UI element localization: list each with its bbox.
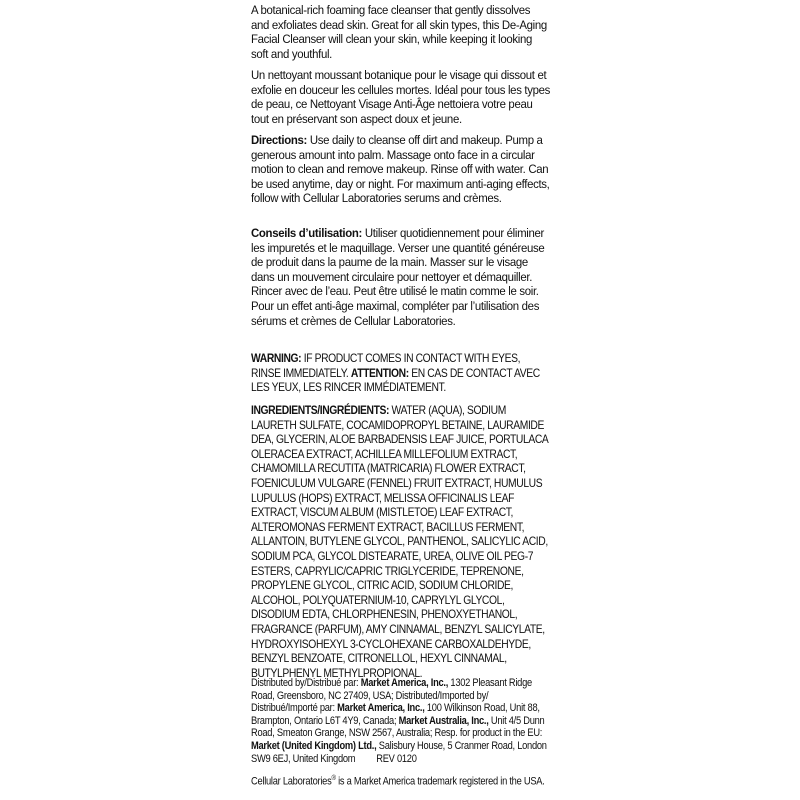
- warning-label: WARNING:: [251, 351, 302, 365]
- distribution-text-3: 100 Wilkinson Road, Unit 88, Brampton, Ontario L6T 4Y9, Canada;: [251, 702, 540, 727]
- distributor-canada: Market America, Inc.,: [337, 702, 425, 715]
- warning-block: [251, 351, 552, 395]
- revision-code: REV 0120: [376, 752, 417, 765]
- attention-text: EN CAS DE CONTACT AVEC LES YEUX, LES RINCER IMMÉDIATEMENT.: [251, 365, 540, 395]
- directions-text: Use daily to cleanse off dirt and makeup. Pump a generous amount into palm. Massage onto face in a circular motion to clean and remove makeup. Rinse off with water. Can be used anytime, day or night. For maximum anti-aging effects, follow with Cellular Laboratories serums and crèmes.: [251, 133, 550, 206]
- directions-label: Directions:: [251, 133, 308, 147]
- description-french: Un nettoyant moussant botanique pour le visage qui dissout et exfolie en douceur les cellules mortes. Idéal pour tous les types de peau, ce Nettoyant Visage Anti-Âge nettoiera votre peau tout en préservant son aspect doux et jeune.: [251, 68, 551, 126]
- distributor-australia: Market Australia, Inc.,: [398, 714, 489, 727]
- registered-mark: ®: [331, 775, 336, 782]
- distribution-text-5: Salisbury House, 5 Cranmer Road, London SW9 6EJ, United Kingdom: [251, 739, 547, 765]
- ingredients-label: INGREDIENTS/INGRÉDIENTS:: [251, 403, 390, 417]
- conseils-text: Utiliser quotidiennement pour éliminer les impuretés et le maquillage. Verser une quantité généreuse de produit dans la paume de la main. Masser sur le visage dans un mouvement circulaire pour nettoyer et démaquiller. Rincer avec de l’eau. Peut être utilisé le matin comme le soir. Pour un effet anti-âge maximal, compléter par l’utilisation des sérums et crèmes de Cellular Laboratories.: [251, 226, 545, 328]
- ingredients-list: WATER (AQUA), SODIUM LAURETH SULFATE, COCAMIDOPROPYL BETAINE, LAURAMIDE DEA, GLYCERIN, ALOE BARBADENSIS LEAF JUICE, PORTULACA OLERACEA EXTRACT, ACHILLEA MILLEFOLIUM EXTRACT, CHAMOMILLA RECUTITA (MATRICARIA) FLOWER EXTRACT, FOENICULUM VULGARE (FENNEL) FRUIT EXTRACT, HUMULUS LUPULUS (HOPS) EXTRACT, MELISSA OFFICINALIS LEAF EXTRACT, VISCUM ALBUM (MISTLETOE) LEAF EXTRACT, ALTEROMONAS FERMENT EXTRACT, BACILLUS FERMENT, ALLANTOIN, BUTYLENE GLYCOL, PANTHENOL, SALICYLIC ACID, SODIUM PCA, GLYCOL DISTEARATE, UREA, OLIVE OIL PEG-7 ESTERS, CAPRYLIC/CAPRIC TRIGLYCERIDE, TEPRENONE, PROPYLENE GLYCOL, CITRIC ACID, SODIUM CHLORIDE, ALCOHOL, POLYQUATERNIUM-10, CAPRYLYL GLYCOL, DISODIUM EDTA, CHLORPHENESIN, PHENOXYETHANOL, FRAGRANCE (PARFUM), AMY CINNAMAL, BENZYL SALICYLATE, HYDROXYISOHEXYL 3-CYCLOHEXANE CARBOXALDEHYDE, BENZYL BENZOATE, CITRONELLOL, HEXYL CINNAMAL, BUTYLPHENYL METHYLPROPIONAL.: [251, 403, 548, 680]
- trademark-notice: [251, 773, 550, 788]
- directions-english: [251, 133, 551, 206]
- distributor-usa: Market America, Inc.,: [360, 677, 449, 689]
- warning-text: IF PRODUCT COMES IN CONTACT WITH EYES, RINSE IMMEDIATELY.: [251, 351, 521, 380]
- ingredients-block: [251, 403, 552, 680]
- description-english: A botanical-rich foaming face cleanser that gently dissolves and exfoliates dead skin. Great for all skin types, this De-Aging Facial Cleanser will clean your skin, while keeping it looking soft and youthful.: [251, 3, 547, 61]
- distribution-text-2: 1302 Pleasant Ridge Road, Greensboro, NC 27409, USA; Distributed/Imported by/ Distribué/Importé par:: [251, 677, 532, 715]
- attention-label: ATTENTION:: [350, 365, 409, 380]
- trademark-brand: Cellular Laboratories: [251, 775, 332, 788]
- directions-french: [251, 226, 551, 328]
- distributor-uk: Market (United Kingdom) Ltd.,: [251, 739, 377, 752]
- distribution-block: [251, 677, 550, 765]
- trademark-text: is a Market America trademark registered in the USA.: [335, 775, 545, 788]
- conseils-label: Conseils d’utilisation:: [251, 226, 363, 240]
- distribution-text-1: Distributed by/Distribué par:: [251, 677, 361, 689]
- distribution-text-4: Unit 4/5 Dunn Road, Smeaton Grange, NSW 2567, Australia; Resp. for product in the EU:: [251, 714, 545, 740]
